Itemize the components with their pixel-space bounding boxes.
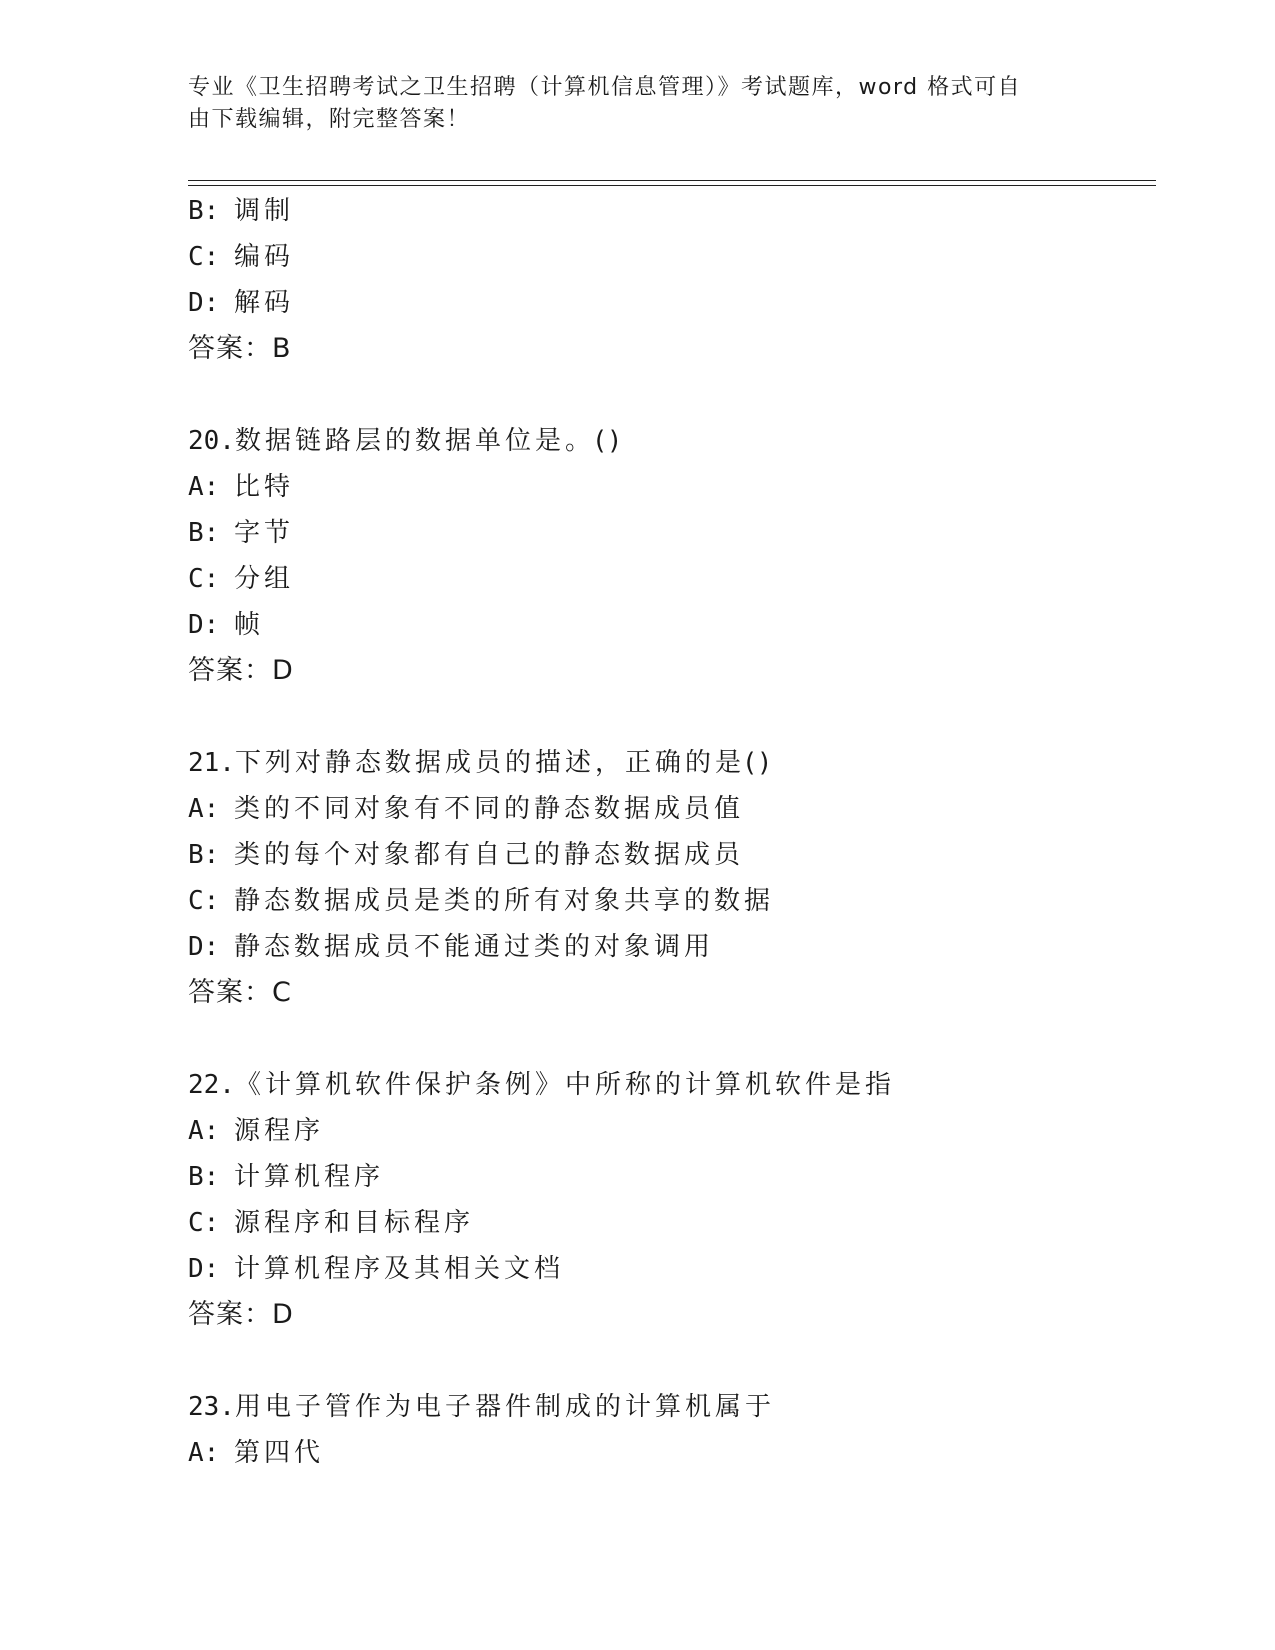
option-item	[188, 602, 1148, 648]
option-key: B:	[188, 1162, 220, 1192]
header-line-2: 由下载编辑，附完整答案！	[188, 107, 471, 132]
answer-line: 答案：B	[188, 333, 292, 364]
option-text: 计算机程序及其相关文档	[234, 1254, 565, 1284]
option-item	[188, 924, 1148, 970]
question-block	[188, 418, 1148, 694]
option-text: 类的每个对象都有自己的静态数据成员	[234, 840, 745, 870]
option-key: C:	[188, 242, 220, 272]
option-key: C:	[188, 886, 220, 916]
question-number: 21.	[188, 748, 235, 778]
option-item	[188, 1246, 1148, 1292]
option-text: 帧	[234, 610, 265, 640]
question-text	[188, 418, 1148, 464]
question-stem: 《计算机软件保护条例》中所称的计算机软件是指	[234, 1070, 895, 1100]
option-key: C:	[188, 564, 220, 594]
question-block	[188, 188, 1148, 372]
option-item	[188, 556, 1148, 602]
option-key: B:	[188, 840, 220, 870]
option-key: D:	[188, 1254, 220, 1284]
option-text: 静态数据成员不能通过类的对象调用	[234, 932, 715, 962]
option-key: A:	[188, 1438, 220, 1468]
option-key: C:	[188, 1208, 220, 1238]
answer-line: 答案：D	[188, 655, 294, 686]
question-text	[188, 1062, 1148, 1108]
question-block	[188, 1062, 1148, 1338]
question-text	[188, 740, 1148, 786]
option-item	[188, 832, 1148, 878]
option-key: A:	[188, 794, 220, 824]
header-divider-top	[188, 180, 1156, 181]
header-divider-bottom	[188, 185, 1156, 186]
option-key: D:	[188, 610, 220, 640]
option-text: 第四代	[234, 1438, 325, 1468]
option-text: 比特	[234, 472, 295, 502]
answer-line: 答案：D	[188, 1299, 294, 1330]
question-number: 22.	[188, 1070, 235, 1100]
option-item	[188, 464, 1148, 510]
option-item	[188, 280, 1148, 326]
option-text: 解码	[234, 288, 295, 318]
option-key: A:	[188, 1116, 220, 1146]
option-text: 源程序	[234, 1116, 325, 1146]
option-text: 类的不同对象有不同的静态数据成员值	[234, 794, 745, 824]
question-number: 23.	[188, 1392, 235, 1422]
question-block	[188, 740, 1148, 1016]
header-line-1: 专业《卫生招聘考试之卫生招聘（计算机信息管理）》考试题库，word 格式可自	[188, 75, 1022, 100]
option-key: A:	[188, 472, 220, 502]
option-item	[188, 510, 1148, 556]
question-list	[188, 188, 1148, 1476]
question-stem: 用电子管作为电子器件制成的计算机属于	[234, 1392, 775, 1422]
option-item	[188, 188, 1148, 234]
question-block	[188, 1384, 1148, 1476]
option-key: D:	[188, 288, 220, 318]
option-item	[188, 878, 1148, 924]
option-text: 分组	[234, 564, 295, 594]
option-text: 静态数据成员是类的所有对象共享的数据	[234, 886, 775, 916]
option-item	[188, 1430, 1148, 1476]
option-text: 调制	[234, 196, 295, 226]
option-item	[188, 234, 1148, 280]
option-text: 字节	[234, 518, 295, 548]
option-key: D:	[188, 932, 220, 962]
option-text: 编码	[234, 242, 295, 272]
answer-line: 答案：C	[188, 977, 292, 1008]
option-item	[188, 1154, 1148, 1200]
option-item	[188, 1108, 1148, 1154]
option-text: 计算机程序	[234, 1162, 385, 1192]
option-key: B:	[188, 196, 220, 226]
option-text: 源程序和目标程序	[234, 1208, 475, 1238]
option-item	[188, 786, 1148, 832]
document-header	[188, 72, 1068, 136]
question-stem: 下列对静态数据成员的描述，正确的是()	[234, 748, 774, 778]
option-item	[188, 1200, 1148, 1246]
question-number: 20.	[188, 426, 235, 456]
option-key: B:	[188, 518, 220, 548]
question-text	[188, 1384, 1148, 1430]
question-stem: 数据链路层的数据单位是。()	[234, 426, 624, 456]
